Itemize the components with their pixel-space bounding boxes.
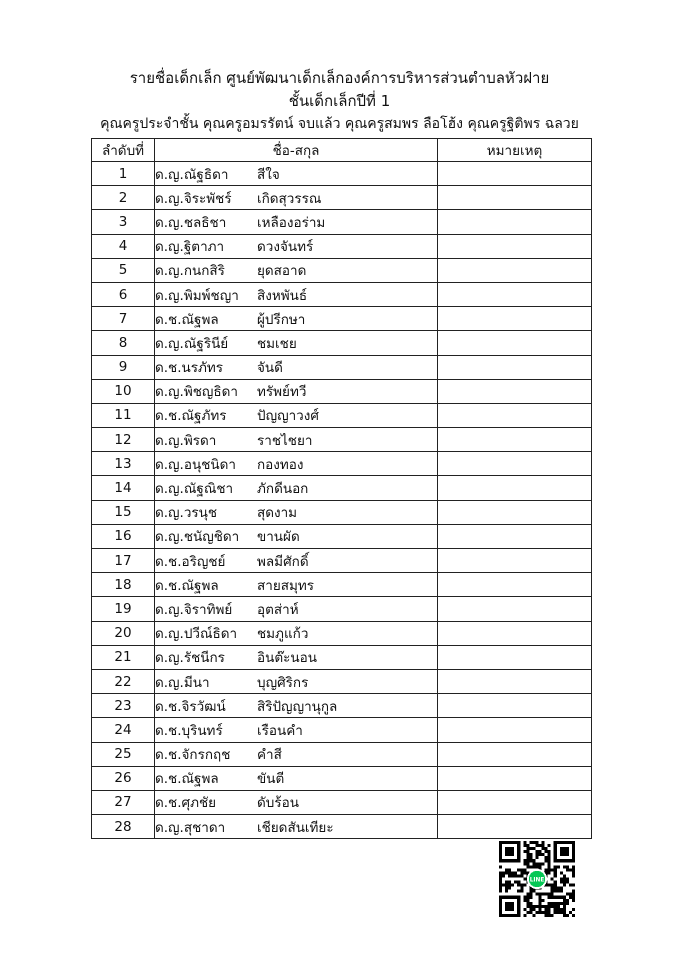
table-row bbox=[92, 621, 592, 645]
row-number: 19 bbox=[92, 597, 155, 621]
row-remarks bbox=[438, 428, 592, 452]
student-name bbox=[155, 573, 438, 597]
student-first-name: ด.ช.ณัฐพล bbox=[155, 771, 219, 788]
table-row bbox=[92, 476, 592, 500]
student-last-name: ปัญญาวงศ์ bbox=[257, 408, 319, 425]
row-number: 15 bbox=[92, 500, 155, 524]
table-row bbox=[92, 694, 592, 718]
table-row bbox=[92, 234, 592, 258]
table-row bbox=[92, 790, 592, 814]
student-roster-table bbox=[91, 138, 592, 839]
table-row bbox=[92, 524, 592, 548]
student-name bbox=[155, 549, 438, 573]
class-level-heading: ชั้นเด็กเล็กปีที่ 1 bbox=[288, 92, 391, 110]
student-first-name: ด.ช.ณัฐพล bbox=[155, 577, 219, 594]
table-row bbox=[92, 186, 592, 210]
student-name bbox=[155, 234, 438, 258]
student-first-name: ด.ญ.ณัฐรินีย์ bbox=[155, 335, 229, 352]
student-first-name: ด.ช.ศุภชัย bbox=[155, 795, 217, 812]
row-remarks bbox=[438, 355, 592, 379]
student-name bbox=[155, 694, 438, 718]
row-number: 16 bbox=[92, 524, 155, 548]
row-remarks bbox=[438, 403, 592, 427]
student-first-name: ด.ญ.ปวีณ์ธิดา bbox=[155, 626, 238, 643]
student-last-name: สุดงาม bbox=[257, 505, 298, 522]
row-remarks bbox=[438, 621, 592, 645]
row-number: 23 bbox=[92, 694, 155, 718]
row-number: 4 bbox=[92, 234, 155, 258]
table-row bbox=[92, 307, 592, 331]
student-name bbox=[155, 621, 438, 645]
student-last-name: ภักดีนอก bbox=[257, 481, 309, 498]
row-remarks bbox=[438, 766, 592, 790]
line-qr-code-icon bbox=[499, 841, 575, 917]
row-remarks bbox=[438, 790, 592, 814]
student-first-name: ด.ญ.ฐิตาภา bbox=[155, 239, 225, 256]
student-first-name: ด.ช.ณัฐภัทร bbox=[155, 408, 227, 425]
student-last-name: ราชไชยา bbox=[257, 432, 313, 449]
student-last-name: ชมภูแก้ว bbox=[257, 626, 309, 643]
student-last-name: จันดี bbox=[257, 360, 283, 377]
student-last-name: ดับร้อน bbox=[257, 795, 299, 812]
student-last-name: ชมเชย bbox=[257, 335, 297, 352]
row-number: 12 bbox=[92, 428, 155, 452]
column-header-remarks: หมายเหตุ bbox=[438, 139, 592, 162]
student-name bbox=[155, 790, 438, 814]
student-last-name: พลมีศักดิ์ bbox=[257, 553, 309, 570]
student-name bbox=[155, 379, 438, 403]
table-row bbox=[92, 355, 592, 379]
student-name bbox=[155, 597, 438, 621]
teachers-line: คุณครูประจำชั้น คุณครูอมรรัตน์ จบแล้ว คุณครูสมพร ลือโฮ้ง คุณครูฐิติพร ฉลวย bbox=[100, 116, 579, 132]
row-remarks bbox=[438, 476, 592, 500]
student-name bbox=[155, 258, 438, 282]
student-last-name: ขันตี bbox=[257, 771, 285, 788]
student-name bbox=[155, 355, 438, 379]
table-row bbox=[92, 379, 592, 403]
student-last-name: อินต๊ะนอน bbox=[257, 650, 317, 667]
row-number: 2 bbox=[92, 186, 155, 210]
student-name bbox=[155, 766, 438, 790]
student-last-name: คำสี bbox=[257, 747, 282, 764]
row-remarks bbox=[438, 331, 592, 355]
row-number: 10 bbox=[92, 379, 155, 403]
student-name bbox=[155, 428, 438, 452]
student-name bbox=[155, 476, 438, 500]
student-name bbox=[155, 307, 438, 331]
row-number: 9 bbox=[92, 355, 155, 379]
student-first-name: ด.ญ.สุชาดา bbox=[155, 819, 226, 836]
student-last-name: สิริปัญญานุกูล bbox=[257, 698, 338, 715]
student-first-name: ด.ญ.ชนัญชิดา bbox=[155, 529, 240, 546]
student-name bbox=[155, 186, 438, 210]
student-first-name: ด.ช.บุรินทร์ bbox=[155, 722, 223, 739]
row-remarks bbox=[438, 669, 592, 693]
student-last-name: บุญศิริกร bbox=[257, 674, 309, 691]
row-remarks bbox=[438, 645, 592, 669]
row-remarks bbox=[438, 162, 592, 186]
student-first-name: ด.ญ.รัชนีกร bbox=[155, 650, 225, 667]
svg-text:LINE: LINE bbox=[529, 877, 545, 884]
table-row bbox=[92, 428, 592, 452]
student-last-name: เรือนคำ bbox=[257, 722, 303, 739]
row-remarks bbox=[438, 524, 592, 548]
row-remarks bbox=[438, 258, 592, 282]
student-last-name: อุตส่าห์ bbox=[257, 601, 299, 618]
row-remarks bbox=[438, 210, 592, 234]
table-row bbox=[92, 282, 592, 306]
student-last-name: ทรัพย์ทวี bbox=[257, 384, 307, 401]
row-number: 21 bbox=[92, 645, 155, 669]
table-row bbox=[92, 331, 592, 355]
column-header-name: ชื่อ-สกุล bbox=[155, 139, 438, 162]
student-first-name: ด.ญ.มีนา bbox=[155, 674, 210, 691]
row-remarks bbox=[438, 549, 592, 573]
row-number: 3 bbox=[92, 210, 155, 234]
student-first-name: ด.ช.นรภัทร bbox=[155, 360, 224, 377]
row-number: 27 bbox=[92, 790, 155, 814]
student-first-name: ด.ช.จิรวัฒน์ bbox=[155, 698, 226, 715]
student-name bbox=[155, 500, 438, 524]
row-remarks bbox=[438, 452, 592, 476]
student-first-name: ด.ญ.ณัฐธิดา bbox=[155, 166, 229, 183]
table-row bbox=[92, 452, 592, 476]
row-number: 14 bbox=[92, 476, 155, 500]
row-remarks bbox=[438, 597, 592, 621]
student-last-name: สีใจ bbox=[257, 166, 280, 183]
student-last-name: เชียดสันเทียะ bbox=[257, 819, 334, 836]
student-first-name: ด.ญ.จิราทิพย์ bbox=[155, 601, 233, 618]
table-row bbox=[92, 403, 592, 427]
student-first-name: ด.ญ.พิมพ์ชญา bbox=[155, 287, 239, 304]
table-row bbox=[92, 258, 592, 282]
row-remarks bbox=[438, 742, 592, 766]
column-header-number: ลำดับที่ bbox=[92, 139, 155, 162]
student-name bbox=[155, 331, 438, 355]
table-row bbox=[92, 815, 592, 839]
row-number: 17 bbox=[92, 549, 155, 573]
student-first-name: ด.ญ.อนุชนิดา bbox=[155, 456, 236, 473]
row-number: 6 bbox=[92, 282, 155, 306]
row-remarks bbox=[438, 694, 592, 718]
student-last-name: เกิดสุวรรณ bbox=[257, 190, 322, 207]
row-number: 18 bbox=[92, 573, 155, 597]
row-remarks bbox=[438, 186, 592, 210]
table-row bbox=[92, 718, 592, 742]
table-row bbox=[92, 210, 592, 234]
student-last-name: ยุดสอาด bbox=[257, 263, 307, 280]
row-number: 5 bbox=[92, 258, 155, 282]
row-remarks bbox=[438, 815, 592, 839]
student-last-name: เหลืองอร่าม bbox=[257, 214, 326, 231]
row-remarks bbox=[438, 573, 592, 597]
table-row bbox=[92, 669, 592, 693]
student-name bbox=[155, 452, 438, 476]
row-number: 22 bbox=[92, 669, 155, 693]
student-first-name: ด.ญ.พิรดา bbox=[155, 432, 217, 449]
table-row bbox=[92, 766, 592, 790]
student-last-name: ผู้ปรีกษา bbox=[257, 311, 306, 328]
student-first-name: ด.ญ.ชลธิชา bbox=[155, 214, 227, 231]
document-title: รายชื่อเด็กเล็ก ศูนย์พัฒนาเด็กเล็กองค์การบริหารส่วนตำบลหัวฝาย bbox=[129, 69, 550, 87]
student-first-name: ด.ญ.จิระพัชร์ bbox=[155, 190, 232, 207]
row-number: 7 bbox=[92, 307, 155, 331]
row-number: 13 bbox=[92, 452, 155, 476]
student-first-name: ด.ญ.ณัฐณิชา bbox=[155, 481, 234, 498]
row-remarks bbox=[438, 718, 592, 742]
student-name bbox=[155, 524, 438, 548]
student-first-name: ด.ญ.พิชญธิดา bbox=[155, 384, 239, 401]
student-name bbox=[155, 403, 438, 427]
table-header-row bbox=[92, 139, 592, 162]
table-row bbox=[92, 645, 592, 669]
table-row bbox=[92, 549, 592, 573]
student-last-name: สายสมุทร bbox=[257, 577, 315, 594]
row-number: 24 bbox=[92, 718, 155, 742]
student-last-name: ขานผัด bbox=[257, 529, 300, 546]
table-row bbox=[92, 500, 592, 524]
student-first-name: ด.ช.ณัฐพล bbox=[155, 311, 219, 328]
row-number: 11 bbox=[92, 403, 155, 427]
student-name bbox=[155, 210, 438, 234]
row-number: 25 bbox=[92, 742, 155, 766]
student-first-name: ด.ช.อริญชย์ bbox=[155, 553, 226, 570]
student-name bbox=[155, 282, 438, 306]
row-number: 26 bbox=[92, 766, 155, 790]
table-row bbox=[92, 162, 592, 186]
table-row bbox=[92, 742, 592, 766]
student-name bbox=[155, 669, 438, 693]
row-remarks bbox=[438, 282, 592, 306]
student-last-name: ดวงจันทร์ bbox=[257, 239, 314, 256]
student-name bbox=[155, 815, 438, 839]
row-remarks bbox=[438, 500, 592, 524]
table-row bbox=[92, 573, 592, 597]
row-number: 20 bbox=[92, 621, 155, 645]
table-row bbox=[92, 597, 592, 621]
table-body bbox=[92, 162, 592, 839]
student-name bbox=[155, 162, 438, 186]
student-name bbox=[155, 742, 438, 766]
student-last-name: สิงหพันธ์ bbox=[257, 287, 308, 304]
row-number: 8 bbox=[92, 331, 155, 355]
row-number: 28 bbox=[92, 815, 155, 839]
row-remarks bbox=[438, 234, 592, 258]
student-last-name: กองทอง bbox=[257, 456, 304, 473]
student-first-name: ด.ช.จักรกฤช bbox=[155, 747, 231, 764]
row-remarks bbox=[438, 307, 592, 331]
row-number: 1 bbox=[92, 162, 155, 186]
row-remarks bbox=[438, 379, 592, 403]
student-first-name: ด.ญ.วรนุช bbox=[155, 505, 218, 522]
student-first-name: ด.ญ.กนกสิริ bbox=[155, 263, 225, 280]
student-name bbox=[155, 718, 438, 742]
student-name bbox=[155, 645, 438, 669]
